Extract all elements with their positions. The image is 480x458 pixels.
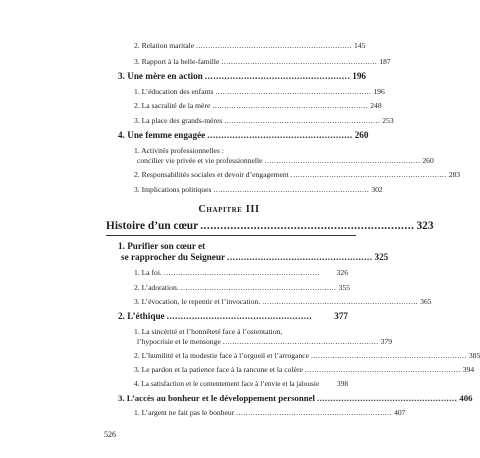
leader-dots: ................................................................. (304, 365, 461, 374)
toc-entry (137, 156, 434, 165)
toc-entry-line1: 1. Activités professionnelles : (134, 146, 224, 155)
page-number: 196 (373, 87, 385, 96)
entry-title: 3. Le pardon et la patience face à la rancune et la colère (134, 365, 303, 374)
entry-title: 3. Rapport à la belle-famille (134, 57, 220, 66)
leader-dots: ................................................................. (163, 268, 320, 277)
toc-section (121, 252, 389, 262)
entry-title: 2. L’humilité et la modestie face à l’orgueil et l’arrogance (134, 351, 310, 360)
entry-title: 4. Une femme engagée (118, 130, 206, 140)
toc-section (118, 393, 473, 403)
toc-entry (134, 185, 383, 194)
entry-title: 4. La satisfaction et le contentement face à l’envie et la jalousie (134, 379, 320, 388)
page-number: 145 (354, 41, 366, 50)
page-number: 196 (352, 71, 367, 81)
leader-dots: ................................................................. (264, 156, 421, 165)
entry-title: 2. Responsabilités sociales et devoir d’engagement (134, 170, 289, 179)
entry-title: 2. Relation maritale (134, 41, 195, 50)
toc-entry (134, 116, 394, 125)
leader-dots: ................................................................. (221, 57, 378, 66)
page-number: 260 (422, 156, 434, 165)
toc-entry (134, 380, 348, 387)
leader-dots: .................................................... (227, 252, 373, 262)
page-number: 394 (462, 365, 475, 374)
page-number: 253 (382, 116, 394, 125)
page-number: 283 (448, 170, 461, 179)
entry-title: l’hypocrisie et le mensonge (137, 337, 221, 346)
toc-section (118, 312, 348, 321)
page-number: 187 (379, 57, 391, 66)
page-number: 365 (420, 297, 432, 306)
leader-dots: ................................................................. (196, 41, 353, 50)
leader-dots: ................................................................. (311, 351, 467, 360)
page-number: 260 (354, 130, 369, 140)
page-number: 326 (336, 268, 348, 277)
page-number: 406 (459, 393, 473, 403)
toc-entry (134, 269, 348, 277)
leader-dots: ................................................................. (262, 297, 419, 306)
toc-entry (134, 57, 391, 66)
chapter-title-entry (106, 220, 434, 232)
page-number: 407 (394, 408, 406, 417)
toc-entry (134, 365, 475, 374)
entry-title: 3. Implications politiques (134, 185, 212, 194)
chapter-rule (106, 235, 356, 236)
page-number: 379 (380, 337, 393, 346)
page-number: 325 (374, 252, 389, 262)
leader-dots: .................................................... (166, 311, 313, 321)
leader-dots: ................................................................. (290, 170, 447, 179)
leader-dots: .................................................... (204, 71, 351, 81)
entry-title: 3. Une mère en action (118, 71, 203, 81)
entry-title: 1. La foi. (134, 268, 162, 277)
page-number: 355 (338, 283, 350, 292)
toc-entry (134, 170, 461, 179)
toc-entry (134, 101, 382, 110)
leader-dots: ................................................................. (213, 185, 370, 194)
toc-entry (134, 297, 432, 306)
entry-title: Histoire d’un cœur (106, 220, 199, 232)
entry-title: 1. L’éducation des enfants (134, 87, 214, 96)
leader-dots: ................................................................. (212, 101, 369, 110)
entry-title: 1. L’argent ne fait pas le bonheur (134, 408, 235, 417)
page-number: 377 (334, 311, 348, 321)
leader-dots: .................................................... (316, 393, 458, 403)
toc-section (118, 130, 369, 140)
toc-entry (134, 87, 385, 96)
toc-section (118, 71, 367, 81)
entry-title: 2. L’adoration. (134, 283, 179, 292)
leader-dots: ................................................................. (236, 408, 393, 417)
toc-entry (134, 41, 366, 50)
chapter-heading: Chapitre III (198, 204, 260, 215)
page-folio: 526 (104, 430, 116, 439)
page-number: 398 (337, 379, 348, 388)
entry-title: 3. La place des grands-mères (134, 116, 223, 125)
toc-entry (134, 408, 406, 417)
leader-dots: ................................................................ (200, 220, 415, 232)
entry-title: concilier vie privée et vie professionnelle (137, 156, 263, 165)
leader-dots: ................................................................. (222, 337, 379, 346)
leader-dots: .................................................... (207, 130, 353, 140)
toc-entry (134, 351, 480, 360)
toc-section-line1: 1. Purifier son cœur et (118, 241, 206, 251)
page-number: 385 (468, 351, 480, 360)
page-number: 248 (370, 101, 382, 110)
toc-entry-line1: 1. La sincérité et l’honnêteté face à l’ostentation, (134, 327, 283, 336)
toc-entry (137, 337, 393, 346)
leader-dots: ................................................................. (224, 116, 381, 125)
toc-entry (134, 284, 348, 292)
entry-title: 3. L’évocation, le repentir et l’invocation. (134, 297, 261, 306)
entry-title: 2. La sacralité de la mère (134, 101, 211, 110)
leader-dots: ................................................................. (180, 283, 337, 292)
page-number: 302 (371, 185, 383, 194)
leader-dots: ................................................................. (215, 87, 372, 96)
entry-title: 2. L’éthique (118, 311, 165, 321)
entry-title: 3. L’accès au bonheur et le développement personnel (118, 393, 315, 403)
page-number: 323 (416, 220, 434, 232)
entry-title: se rapprocher du Seigneur (121, 252, 226, 262)
